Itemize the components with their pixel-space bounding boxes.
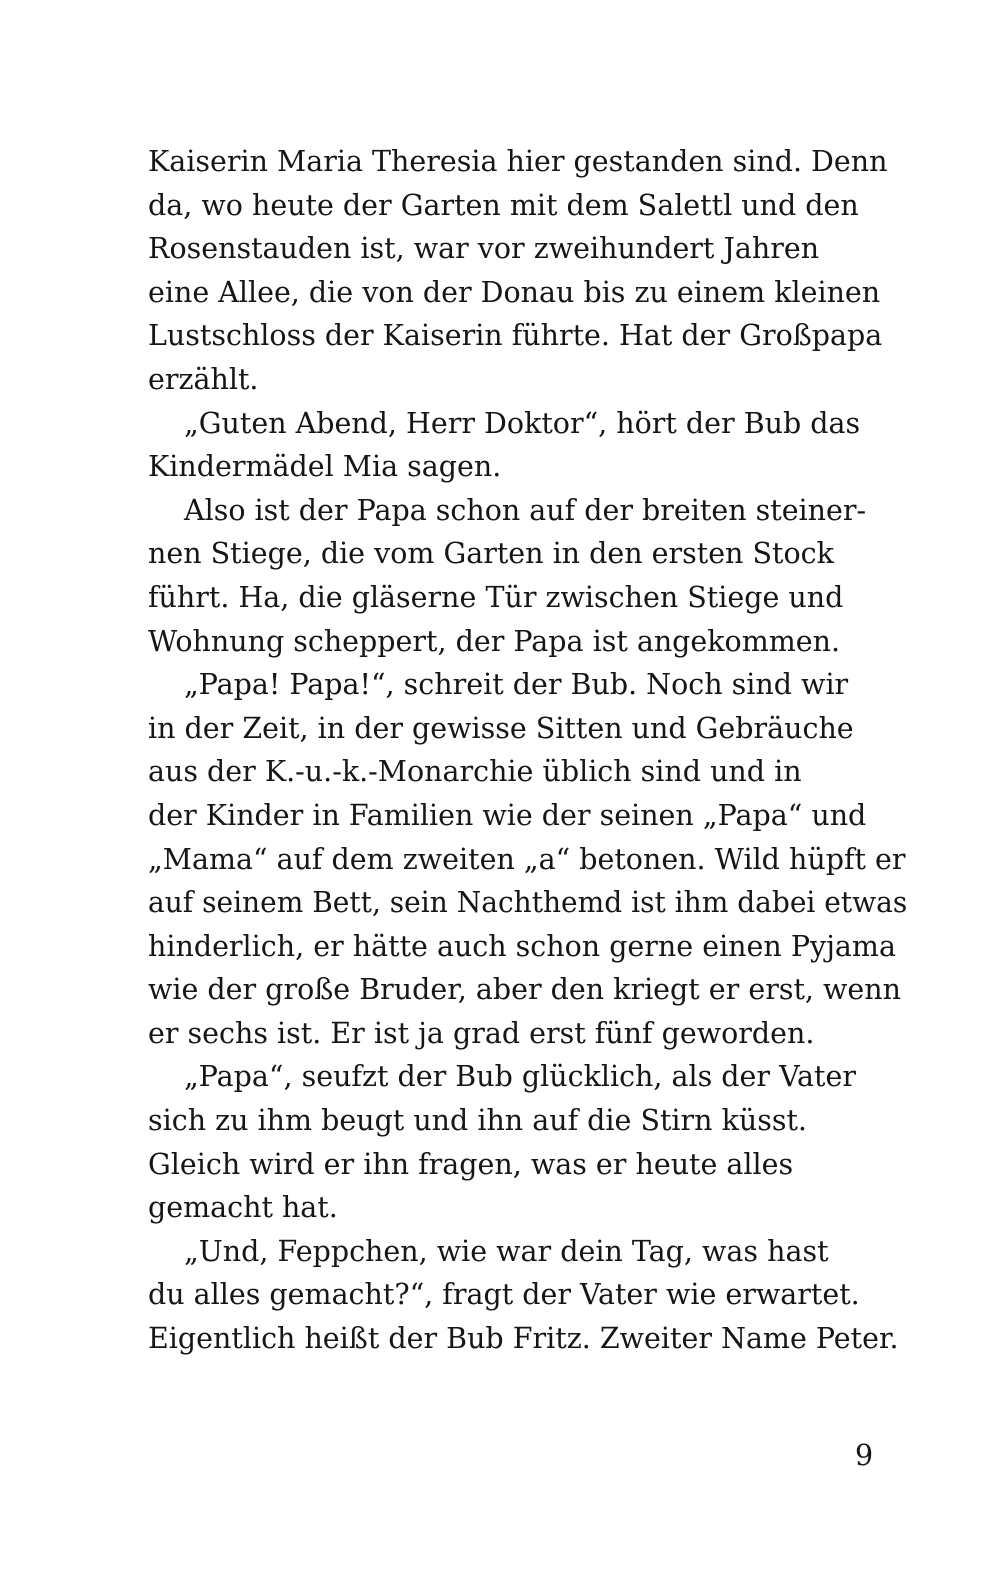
text-line: aus der K.-u.-k.-Monarchie üblich sind und in bbox=[148, 755, 802, 789]
text-line: Wohnung scheppert, der Papa ist angekommen. bbox=[148, 624, 841, 658]
text-line: da, wo heute der Garten mit dem Salettl und den bbox=[148, 188, 859, 222]
text-line: „Mama“ auf dem zweiten „a“ betonen. Wild hüpft er bbox=[148, 842, 906, 876]
text-line: in der Zeit, in der gewisse Sitten und Gebräuche bbox=[148, 711, 854, 745]
paragraph bbox=[148, 402, 908, 489]
body-text bbox=[148, 140, 908, 1361]
text-line: Kaiserin Maria Theresia hier gestanden sind. Denn bbox=[148, 145, 888, 178]
paragraph bbox=[148, 140, 908, 402]
paragraph bbox=[148, 1055, 908, 1229]
text-line: gemacht hat. bbox=[148, 1191, 338, 1225]
paragraph bbox=[148, 663, 908, 1055]
page-number: 9 bbox=[855, 1439, 874, 1472]
text-line: führt. Ha, die gläserne Tür zwischen Stiege und bbox=[148, 580, 844, 614]
text-line: du alles gemacht?“, fragt der Vater wie erwartet. bbox=[148, 1278, 860, 1312]
text-line: erzählt. bbox=[148, 362, 259, 396]
text-line: Also ist der Papa schon auf der breiten steiner- bbox=[184, 493, 867, 527]
text-line: hinderlich, er hätte auch schon gerne einen Pyjama bbox=[148, 929, 896, 963]
text-line: „Papa! Papa!“, schreit der Bub. Noch sind wir bbox=[184, 668, 849, 702]
text-line: wie der große Bruder, aber den kriegt er erst, wenn bbox=[148, 973, 902, 1007]
text-line: eine Allee, die von der Donau bis zu einem kleinen bbox=[148, 275, 881, 309]
paragraph bbox=[148, 489, 908, 663]
text-line: Rosenstauden ist, war vor zweihundert Jahren bbox=[148, 232, 820, 266]
text-line: Lustschloss der Kaiserin führte. Hat der Großpapa bbox=[148, 319, 883, 353]
text-line: er sechs ist. Er ist ja grad erst fünf geworden. bbox=[148, 1016, 815, 1050]
text-line: sich zu ihm beugt und ihn auf die Stirn küsst. bbox=[148, 1104, 807, 1138]
text-line: „Guten Abend, Herr Doktor“, hört der Bub das bbox=[184, 406, 861, 440]
text-line: „Papa“, seufzt der Bub glücklich, als der Vater bbox=[184, 1060, 856, 1094]
text-line: nen Stiege, die vom Garten in den ersten Stock bbox=[148, 537, 834, 571]
text-line: Eigentlich heißt der Bub Fritz. Zweiter Name Peter. bbox=[148, 1322, 899, 1356]
text-line: auf seinem Bett, sein Nachthemd ist ihm dabei etwas bbox=[148, 886, 908, 920]
text-line: „Und, Feppchen, wie war dein Tag, was hast bbox=[184, 1234, 829, 1268]
text-line: Gleich wird er ihn fragen, was er heute alles bbox=[148, 1147, 794, 1181]
text-line: Kindermädel Mia sagen. bbox=[148, 450, 502, 484]
paragraph bbox=[148, 1230, 908, 1361]
text-line: der Kinder in Familien wie der seinen „Papa“ und bbox=[148, 798, 867, 832]
